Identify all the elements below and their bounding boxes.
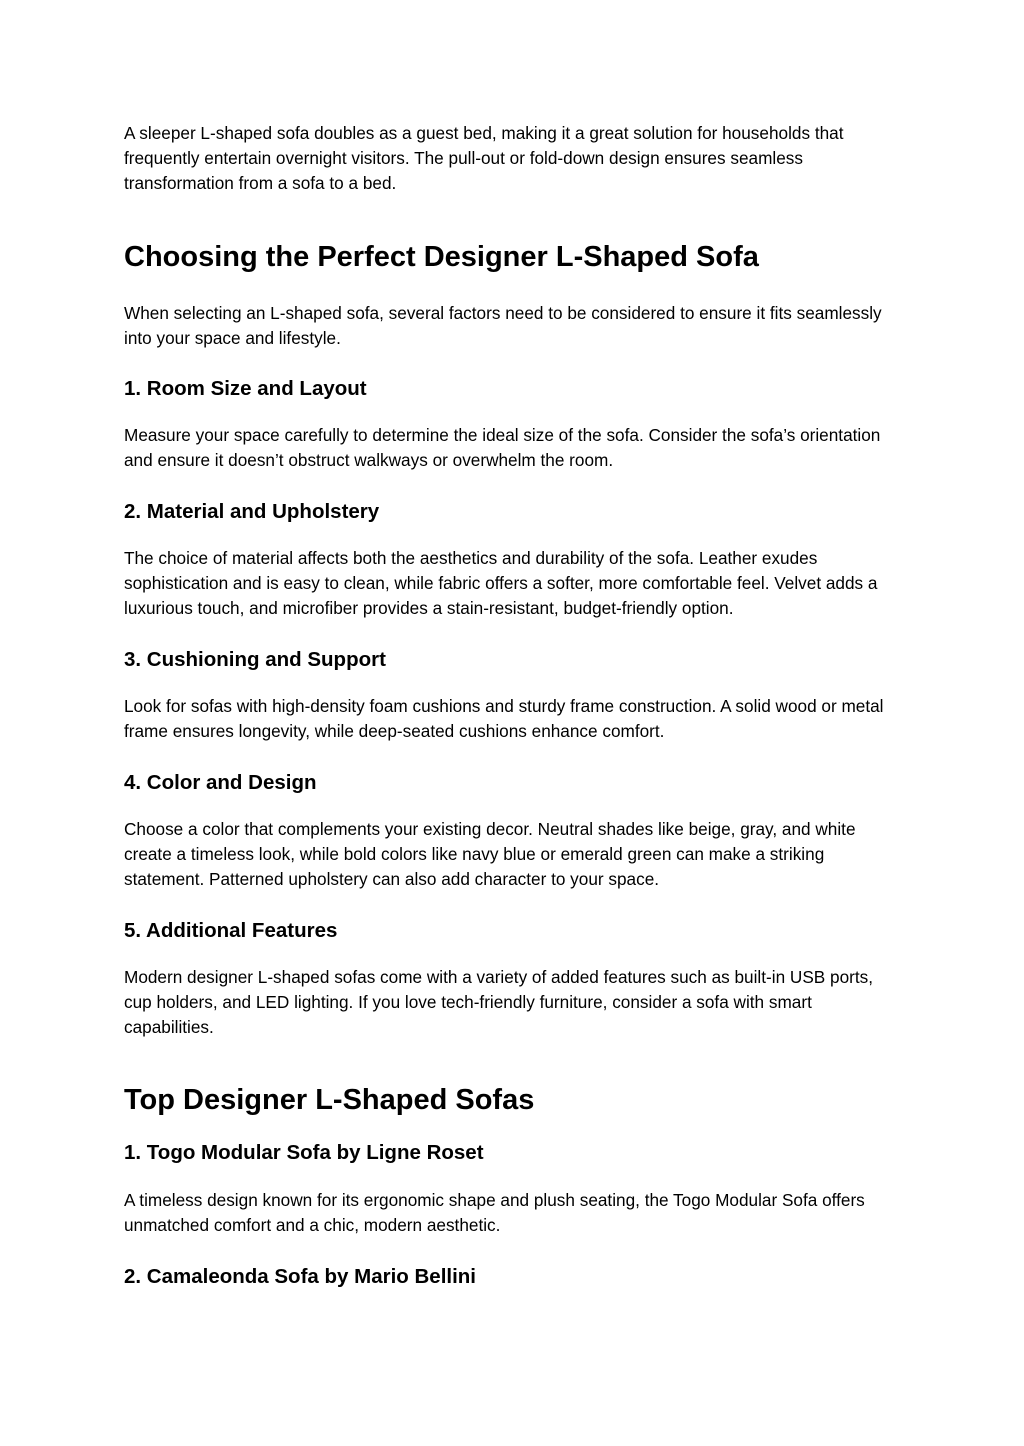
item-text-togo: A timeless design known for its ergonomic shape and plush seating, the Togo Modular Sofa offers unmatched comfort and a chic, modern aesthetic. [124,1190,865,1235]
item-heading-camaleonda: 2. Camaleonda Sofa by Mario Bellini [124,1265,477,1288]
factor-text-room-size: Measure your space carefully to determine the ideal size of the sofa. Consider the sofa’s orientation and ensure it doesn’t obstruct walkways or overwhelm the room. [124,425,881,470]
factor-heading-material: 2. Material and Upholstery [124,500,380,523]
section-heading-top: Top Designer L-Shaped Sofas [124,1084,535,1116]
factor-text-cushioning: Look for sofas with high-density foam cushions and sturdy frame construction. A solid wood or metal frame ensures longevity, while deep-seated cushions enhance comfort. [124,696,884,741]
intro-paragraph: A sleeper L-shaped sofa doubles as a guest bed, making it a great solution for households that frequently entertain overnight visitors. The pull-out or fold-down design ensures seamless transformation from a sofa to a bed. [124,123,844,193]
section-heading-choosing: Choosing the Perfect Designer L-Shaped Sofa [124,241,759,273]
document-page [124,121,904,1290]
item-heading-togo: 1. Togo Modular Sofa by Ligne Roset [124,1141,484,1164]
section-intro-choosing: When selecting an L-shaped sofa, several factors need to be considered to ensure it fits seamlessly into your space and lifestyle. [124,303,882,348]
factor-text-material: The choice of material affects both the aesthetics and durability of the sofa. Leather exudes sophistication and is easy to clean, while fabric offers a softer, more comfortable feel. Velvet adds a luxurious touch, and microfiber provides a stain-resistant, budget-friendly option. [124,548,878,618]
factor-text-features: Modern designer L-shaped sofas come with a variety of added features such as built-in USB ports, cup holders, and LED lighting. If you love tech-friendly furniture, consider a sofa with smart capabilities. [124,967,874,1037]
factor-heading-features: 5. Additional Features [124,919,338,942]
factor-heading-color: 4. Color and Design [124,771,317,794]
factor-text-color: Choose a color that complements your existing decor. Neutral shades like beige, gray, and white create a timeless look, while bold colors like navy blue or emerald green can make a striking statement. Patterned upholstery can also add character to your space. [124,819,856,889]
factor-heading-room-size: 1. Room Size and Layout [124,377,367,400]
factor-heading-cushioning: 3. Cushioning and Support [124,648,386,671]
